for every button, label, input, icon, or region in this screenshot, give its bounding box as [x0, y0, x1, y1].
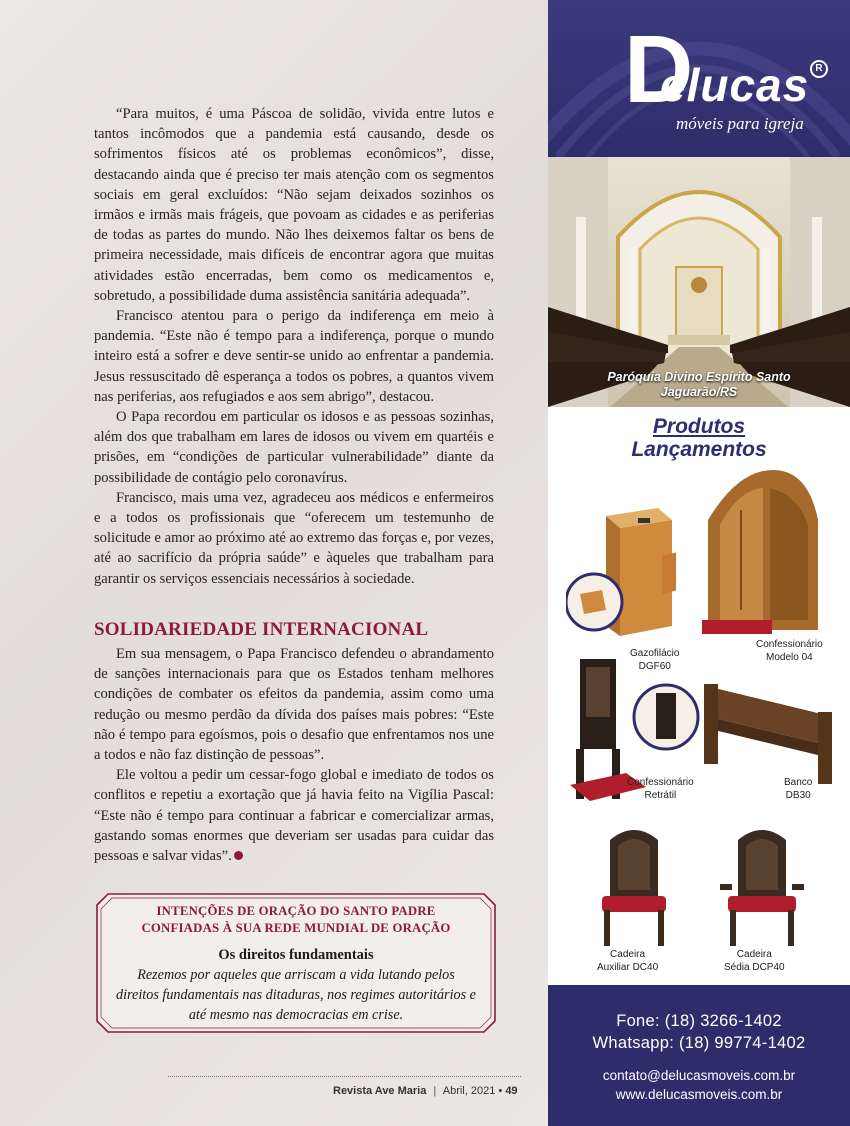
caption-line: Paróquia Divino Espírito Santo	[607, 370, 791, 384]
registered-mark-icon: R	[810, 60, 828, 78]
auxiliary-chair-product-image	[584, 820, 684, 950]
brand-logo: elucas	[660, 59, 810, 111]
church-photo-caption	[548, 370, 850, 400]
product-name: Cadeira	[736, 949, 772, 960]
product-model: Modelo 04	[766, 652, 813, 663]
prayer-intention-box	[96, 893, 496, 1033]
product-name: Gazofilácio	[630, 648, 680, 659]
magazine-name: Revista Ave Maria	[333, 1085, 427, 1097]
footer-divider	[168, 1076, 521, 1077]
box-text: Rezemos por aqueles que arriscam a vida lutando pelos direitos fundamentais nas ditaduras, nos regimes autoritários e até mesmo nas democracias em crise.	[116, 967, 476, 1023]
product-name: Confessionário	[627, 777, 694, 788]
phone-block	[548, 1010, 850, 1054]
box-title	[110, 903, 482, 937]
brand-tagline: móveis para igreja	[676, 114, 804, 133]
ad-header	[548, 0, 850, 157]
caption-line: Jaguarão/RS	[660, 385, 738, 399]
offering-box-product-image	[566, 486, 676, 646]
product-label	[724, 948, 785, 974]
advertisement	[548, 0, 850, 1126]
article-paragraph-text: Ele voltou a pedir um cessar-fogo global e imediato de todos os conflitos e repetiu a exortação que já havia feito na Vigília Pascal: “Este não é tempo para continuar a fabricar e comercializar armas, gastando somas enormes que deveriam ser usadas para cuidar das pessoas e salvar vidas”.	[94, 767, 494, 865]
product-name: Confessionário	[756, 639, 823, 650]
pew-product-image	[700, 676, 840, 786]
footer-dot: •	[498, 1085, 503, 1097]
product-model: Auxiliar DC40	[597, 962, 659, 973]
product-label	[597, 948, 658, 974]
products-title	[548, 415, 850, 461]
products-title-line: Lançamentos	[631, 438, 767, 461]
presider-chair-product-image	[712, 820, 812, 950]
products-title-line: Produtos	[652, 415, 746, 438]
article-paragraph-last	[94, 765, 494, 866]
product-label	[756, 638, 823, 664]
contact-block	[548, 1066, 850, 1104]
product-model: Sédia DCP40	[724, 962, 785, 973]
end-of-article-dot-icon	[234, 851, 243, 860]
issue-date: Abril, 2021	[442, 1085, 496, 1097]
website-link[interactable]: www.delucasmoveis.com.br	[615, 1087, 783, 1102]
page-footer	[333, 1085, 518, 1097]
article-paragraph: Francisco, mais uma vez, agradeceu aos médicos e enfermeiros e a todos os profissionais que “oferecem um testemunho de solicitude e amor ao próximo até ao extremo das forças e, por vezes, até ao sacrifício da própria saúde” e àqueles que trabalham para garantir os serviços essenciais necessários à sociedade.	[94, 489, 494, 587]
article-paragraph: Francisco atentou para o perigo da indiferença em meio à pandemia. “Este não é tempo para a indiferença, porque o mundo inteiro está a sofrer e deve sentir-se unido ao enfrentar a pandemia. Jesus ressuscitado dê esperança a todos os pobres, a quantos vivem nas periferias, aos refugiados e aos sem abrigo”, destacou.	[94, 308, 494, 405]
article-body	[94, 104, 494, 589]
page-number: 49	[505, 1085, 518, 1097]
product-name: Banco	[784, 777, 813, 788]
article-paragraph: O Papa recordou em particular os idosos e as pessoas sozinhas, além dos que trabalham em lares de idosos ou vivem em quartéis e prisões, em “condições de particular vulnerabilidade” diante da possibilidade de contágio pelo coronavírus.	[94, 409, 494, 486]
ad-contact-footer	[548, 985, 850, 1126]
whatsapp-number[interactable]: Whatsapp: (18) 99774-1402	[592, 1034, 806, 1052]
product-model: DGF60	[638, 661, 671, 672]
phone-number[interactable]: Fone: (18) 3266-1402	[616, 1012, 782, 1030]
product-model: Retrátil	[644, 790, 677, 801]
footer-separator: |	[433, 1085, 437, 1097]
article-body-section-2	[94, 644, 494, 866]
article-paragraph: “Para muitos, é uma Páscoa de solidão, vivida entre lutos e tantos incômodos que a pandemia está causando, desde os sofrimentos físicos até os problemas econômicos”, disse, destacando ainda que é preciso ter mais atenção com os segmentos sociais em geral excluídos: “Não sejam deixados sozinhos os irmãos e irmãs mais frágeis, que povoam as cidades e as periferias de todas as partes do mundo. Não lhes deixemos faltar os bens de primeira necessidade, mais difíceis de encontrar agora que muitas atividades estão encerradas, bem como os medicamentos e, sobretudo, a possibilidade duma assistência sanitária adequada”.	[94, 106, 494, 304]
product-name: Cadeira	[610, 949, 646, 960]
box-subtitle: Os direitos fundamentais	[218, 947, 374, 963]
box-title-line: CONFIADAS À SUA REDE MUNDIAL DE ORAÇÃO	[141, 921, 451, 935]
box-title-line: INTENÇÕES DE ORAÇÃO DO SANTO PADRE	[156, 904, 436, 918]
product-label	[627, 776, 694, 802]
product-label	[784, 776, 812, 802]
brand-logo-initial: D	[624, 16, 694, 123]
article-paragraph: Em sua mensagem, o Papa Francisco defendeu o abrandamento de sanções internacionais para que os Estados tenham melhores condições de combater os efeitos da pandemia, assim como uma redução ou mesmo perdão da dívida dos países mais pobres: “Este não é tempo para egoísmos, pois o desafio que enfrentamos nos une a todos e não faz distinção de pessoas”.	[94, 646, 494, 764]
section-heading: SOLIDARIEDADE INTERNACIONAL	[94, 619, 429, 640]
product-model: DB30	[785, 790, 811, 801]
email-link[interactable]: contato@delucasmoveis.com.br	[602, 1068, 796, 1083]
confessional-product-image	[698, 470, 828, 640]
